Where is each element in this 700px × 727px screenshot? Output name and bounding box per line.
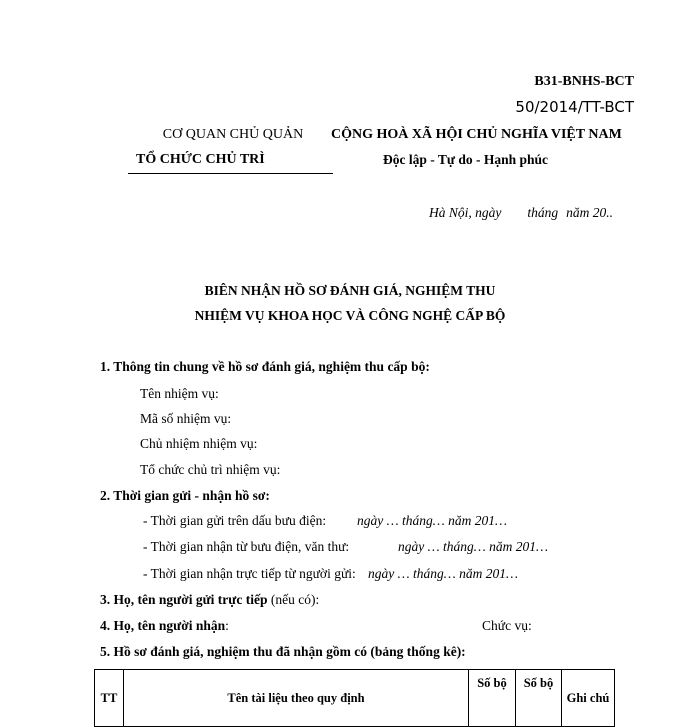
date-year: năm 20.. — [566, 205, 614, 220]
place-date-line — [429, 205, 613, 221]
postmark-date: ngày … tháng… năm 201… — [357, 513, 508, 528]
direct-receipt-time-label: - Thời gian nhận trực tiếp từ người gửi: — [143, 566, 356, 581]
section-1-heading: 1. Thông tin chung về hồ sơ đánh giá, nghiệm thu cấp bộ: — [100, 359, 430, 374]
clerk-receipt-time-label: - Thời gian nhận từ bưu điện, văn thư: — [143, 539, 350, 554]
place-day: Hà Nội, ngày — [429, 205, 502, 220]
section-5-heading: 5. Hồ sơ đánh giá, nghiệm thu đã nhận gồm có (bảng thống kê): — [100, 644, 466, 659]
organization-name: TỔ CHỨC CHỦ TRÌ — [136, 152, 265, 167]
circular-number: 50/2014/TT-BCT — [515, 98, 634, 116]
receiver-position-label: Chức vụ: — [482, 618, 532, 633]
section-2-heading: 2. Thời gian gửi - nhận hồ sơ: — [100, 488, 270, 503]
document-title-line-2: NHIỆM VỤ KHOA HỌC VÀ CÔNG NGHỆ CẤP BỘ — [194, 308, 506, 323]
task-name-label: Tên nhiệm vụ: — [140, 386, 219, 401]
header-copies-2: Số bộ — [516, 670, 562, 727]
header-tt: TT — [95, 670, 124, 727]
header-copies-1: Số bộ — [469, 670, 516, 727]
direct-receipt-date: ngày … tháng… năm 201… — [368, 566, 519, 581]
table-header-row — [95, 670, 615, 727]
postmark-time-label: - Thời gian gửi trên dấu bưu điện: — [143, 513, 327, 528]
host-organization-label: Tổ chức chủ trì nhiệm vụ: — [140, 462, 281, 477]
national-motto: Độc lập - Tự do - Hạnh phúc — [383, 152, 549, 167]
national-title: CỘNG HOÀ XÃ HỘI CHỦ NGHĨA VIỆT NAM — [331, 127, 622, 142]
document-list-table — [94, 669, 615, 727]
task-code-label: Mã số nhiệm vụ: — [140, 411, 232, 426]
section-4-heading — [100, 618, 229, 634]
clerk-receipt-date: ngày … tháng… năm 201… — [398, 539, 549, 554]
receiver-name-label: 4. Họ, tên người nhận — [100, 618, 226, 633]
sender-name-label: 3. Họ, tên người gửi trực tiếp — [100, 592, 268, 607]
header-document-name: Tên tài liệu theo quy định — [124, 670, 469, 727]
task-leader-label: Chủ nhiệm nhiệm vụ: — [140, 436, 258, 451]
agency-name: CƠ QUAN CHỦ QUẢN — [162, 127, 304, 142]
section-3-heading — [100, 592, 319, 608]
sender-name-suffix: (nếu có): — [267, 592, 320, 607]
header-note: Ghi chú — [562, 670, 615, 727]
date-month: tháng — [527, 205, 559, 220]
form-code: B31-BNHS-BCT — [534, 74, 634, 89]
organization-underline — [128, 173, 333, 174]
receiver-name-colon: : — [225, 618, 229, 633]
document-title-line-1: BIÊN NHẬN HỒ SƠ ĐÁNH GIÁ, NGHIỆM THU — [204, 283, 496, 298]
